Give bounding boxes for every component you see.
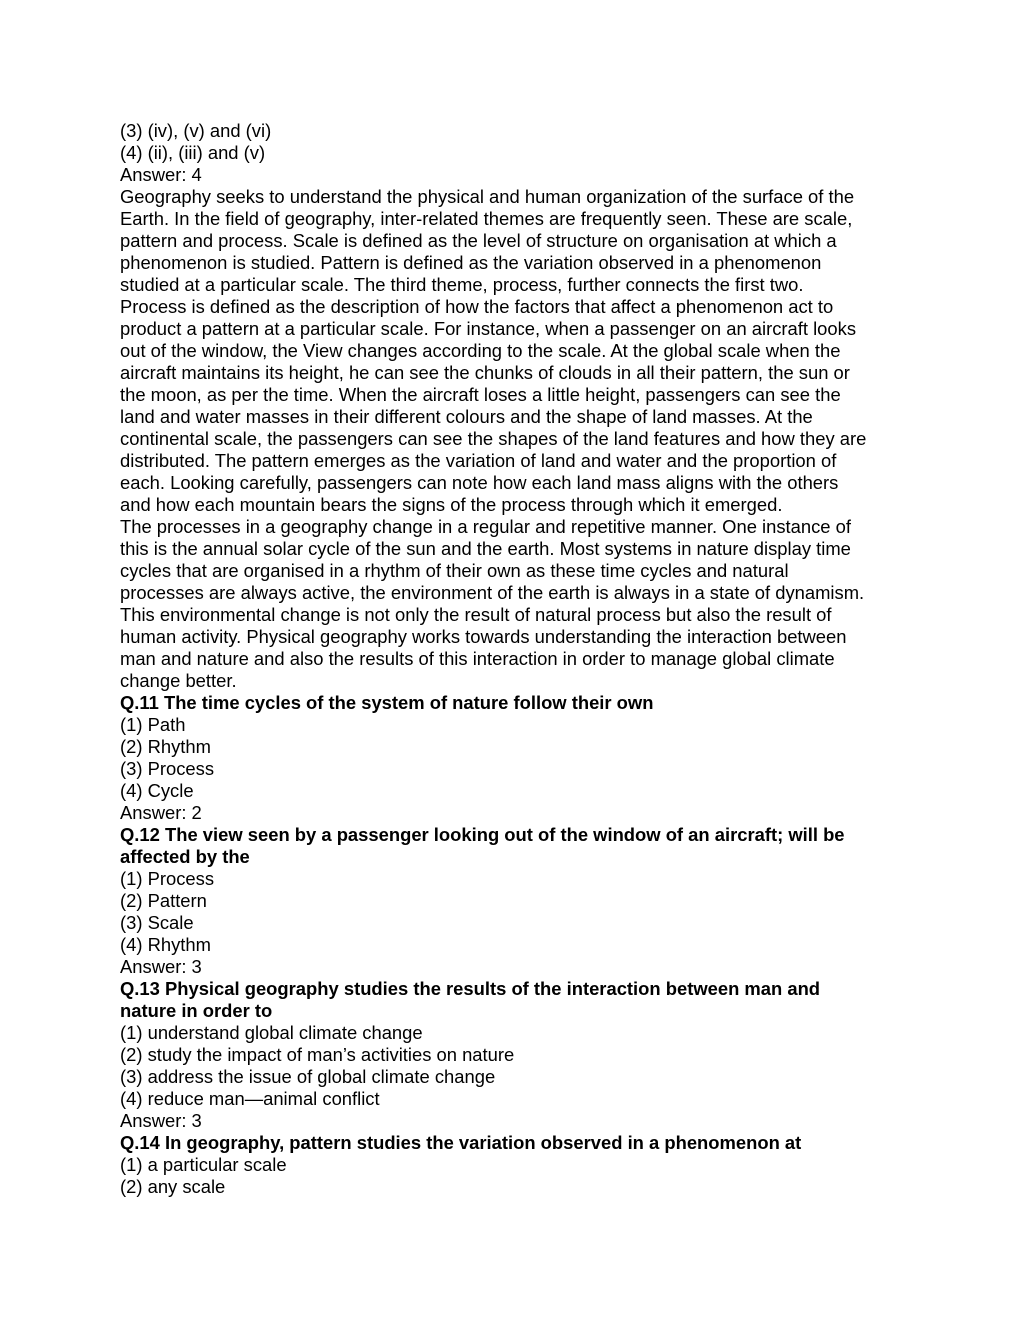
- passage-paragraph-1: Geography seeks to understand the physical and human organization of the surface of the Earth. In the field of geography, inter-related themes are frequently seen. These are scale, pattern and process. Scale is defined as the level of structure on organisation at which a phenomenon is studied. Pattern is defined as the variation observed in a phenomenon studied at a particular scale. The third theme, process, further connects the first two. Process is defined as the description of how the factors that affect a phenomenon act to product a pattern at a particular scale. For instance, when a passenger on an aircraft looks out of the window, the View changes according to the scale. At the global scale when the aircraft maintains its height, he can see the chunks of clouds in all their pattern, the sun or the moon, as per the time. When the aircraft loses a little height, passengers can see the land and water masses in their different colours and the shape of land masses. At the continental scale, the passengers can see the shapes of the land features and how they are distributed. The pattern emerges as the variation of land and water and the proportion of each. Looking carefully, passengers can note how each land mass aligns with the others and how each mountain bears the signs of the process through which it emerged.: [120, 186, 867, 515]
- option-line: (4) Rhythm: [120, 934, 211, 955]
- answer-line: Answer: 3: [120, 956, 202, 977]
- option-line: (1) Process: [120, 868, 215, 889]
- option-line: (4) reduce man—animal conflict: [120, 1088, 380, 1109]
- document-page: [120, 120, 910, 1198]
- question-12: Q.12 The view seen by a passenger looking out of the window of an aircraft; will be affected by the: [120, 824, 845, 867]
- answer-line: Answer: 3: [120, 1110, 202, 1131]
- option-line: (4) (ii), (iii) and (v): [120, 142, 266, 163]
- option-line: (2) Pattern: [120, 890, 207, 911]
- option-line: (2) any scale: [120, 1176, 226, 1197]
- question-11: Q.11 The time cycles of the system of nature follow their own: [120, 692, 654, 713]
- answer-line: Answer: 4: [120, 164, 202, 185]
- option-line: (3) (iv), (v) and (vi): [120, 120, 272, 141]
- option-line: (3) Process: [120, 758, 215, 779]
- passage-paragraph-2: The processes in a geography change in a regular and repetitive manner. One instance of this is the annual solar cycle of the sun and the earth. Most systems in nature display time cycles that are organised in a rhythm of their own as these time cycles and natural processes are always active, the environment of the earth is always in a state of dynamism. This environmental change is not only the result of natural process but also the result of human activity. Physical geography works towards understanding the interaction between man and nature and also the results of this interaction in order to manage global climate change better.: [120, 516, 865, 691]
- option-line: (1) Path: [120, 714, 186, 735]
- option-line: (3) address the issue of global climate change: [120, 1066, 496, 1087]
- option-line: (2) study the impact of man’s activities on nature: [120, 1044, 515, 1065]
- question-14: Q.14 In geography, pattern studies the variation observed in a phenomenon at: [120, 1132, 802, 1153]
- option-line: (2) Rhythm: [120, 736, 211, 757]
- option-line: (1) understand global climate change: [120, 1022, 423, 1043]
- option-line: (4) Cycle: [120, 780, 194, 801]
- option-line: (1) a particular scale: [120, 1154, 287, 1175]
- option-line: (3) Scale: [120, 912, 194, 933]
- question-13: Q.13 Physical geography studies the results of the interaction between man and nature in order to: [120, 978, 821, 1021]
- answer-line: Answer: 2: [120, 802, 202, 823]
